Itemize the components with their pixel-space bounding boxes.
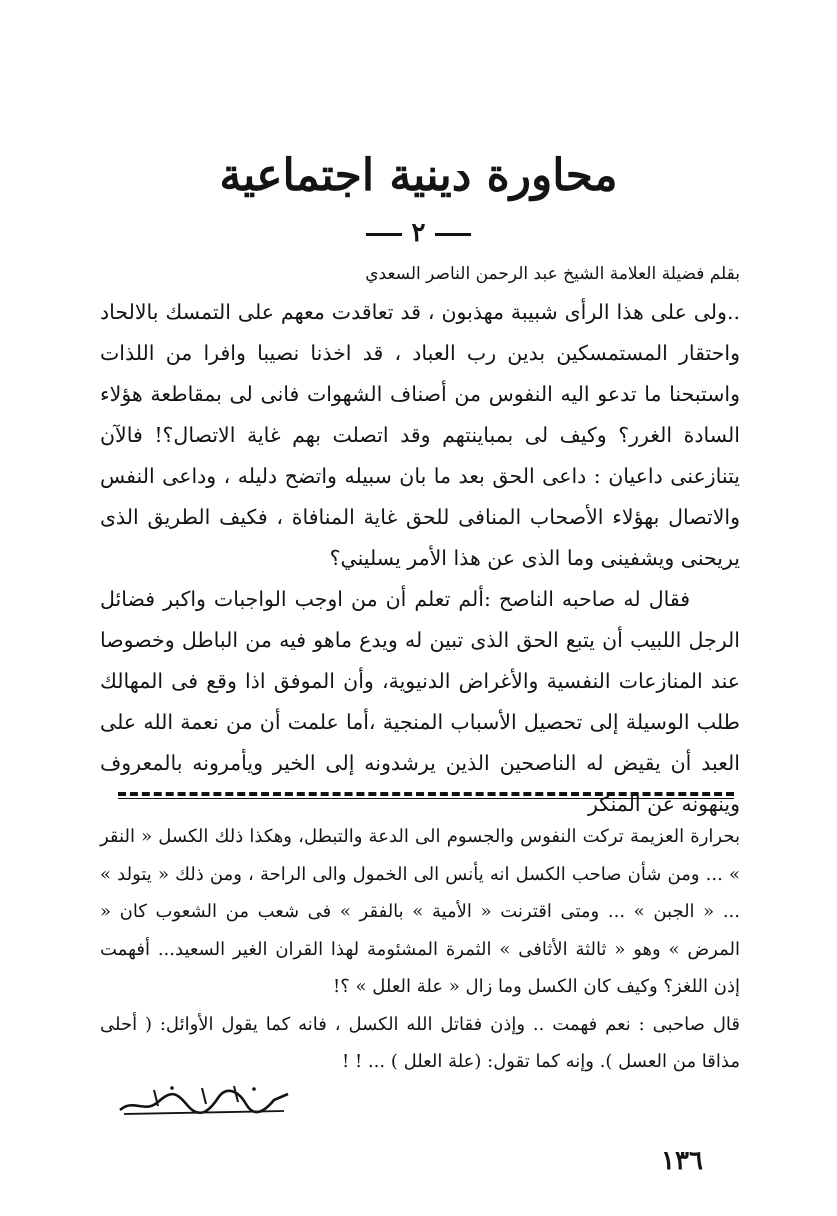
footnote-paragraph-1: بحرارة العزيمة تركت النفوس والجسوم الى الدعة والتبطل، وهكذا ذلك الكسل « النقر » ... ومن شأن صاحب الكسل انه يأنس الى الخمول والى الراحة ، ومن ذلك « يتولد » ... « الجبن » ... ومتى اقترنت « الأمية » بالفقر » فى شعب من الشعوب كان « المرض » وهو « ثالثة الأثافى » الثمرة المشئومة لهذا القران الغير السعيد... أفهمت إذن اللغز؟ وكيف كان الكسل وما زال « علة العلل » ؟!	[100, 826, 740, 997]
article-title: محاورة دينية اجتماعية	[219, 150, 618, 201]
right-dash	[435, 233, 471, 236]
left-dash	[366, 233, 402, 236]
footnote-section	[100, 818, 740, 1081]
section-number	[0, 218, 837, 248]
author-signature	[114, 1080, 294, 1120]
footnote-separator-underline	[118, 798, 734, 799]
footnote-separator	[118, 792, 734, 796]
body-paragraph-1: ..ولى على هذا الرأى شبيبة مهذبون ، قد تعاقدت معهم على التمسك بالالحاد واحتقار المستمسكين بدين رب العباد ، قد اخذنا نصيبا وافرا من اللذات واستبحنا ما تدعو اليه النفوس من أصناف الشهوات فانى لى بمقاطعة هؤلاء السادة الغرر؟ وكيف لى بمباينتهم وقد اتصلت بهم غاية الاتصال؟! فالآن يتنازعنى داعيان : داعى الحق بعد ما بان سبيله واتضح دليله ، وداعى النفس والاتصال بهؤلاء الأصحاب المنافى للحق غاية المنافاة ، فكيف الطريق الذى يريحنى ويشفينى وما الذى عن هذا الأمر يسليني؟	[100, 300, 740, 570]
section-number-text: ٢	[411, 218, 426, 248]
signature-script-icon	[114, 1080, 294, 1120]
page-number: ١٣٦	[661, 1146, 703, 1176]
author-byline: بقلم فضيلة العلامة الشيخ عبد الرحمن الناصر السعدي	[365, 264, 740, 284]
footnote-paragraph-2: قال صاحبى : نعم فهمت .. وإذن فقاتل الله الكسل ، فانه كما يقول الأوائل: ( أحلى مذاقا من العسل ). وإنه كما تقول: (علة العلل ) ... ! !	[100, 1013, 740, 1072]
body-paragraph-2: فقال له صاحبه الناصح :ألم تعلم أن من اوجب الواجبات واكبر فضائل الرجل اللبيب أن يتبع الحق الذى تبين له ويدع ماهو فيه من الباطل وخصوصا عند المنازعات النفسية والأغراض الدنيوية، وأن الموفق اذا وقع فى المهالك طلب الوسيلة إلى تحصيل الأسباب المنجية ،أما علمت أن من نعمة الله على العبد أن يقيض له الناصحين الذين يرشدونه إلى الخير ويأمرونه بالمعروف وينهونه عن المنكر	[100, 587, 740, 816]
article-body	[100, 292, 740, 825]
